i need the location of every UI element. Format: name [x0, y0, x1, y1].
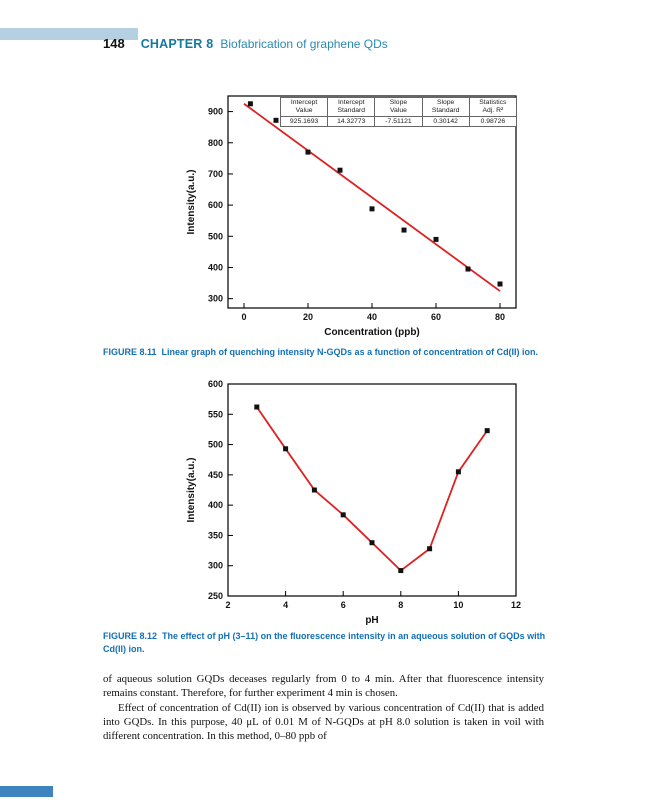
svg-text:400: 400 — [207, 500, 223, 511]
body-paragraph-2: Effect of concentration of Cd(II) ion is observed by various concentration of Cd(II) that is added into GQDs. In this purpose, 40 μL of 0.01 M of N-GQDs at pH 8.0 solution is taken in voil with different concentration. In this method, 0–80 ppb of — [103, 701, 544, 743]
svg-text:60: 60 — [430, 312, 442, 322]
svg-text:500: 500 — [207, 231, 223, 242]
caption-text: Linear graph of quenching intensity N-GQDs as a function of concentration of Cd(II) ion. — [161, 347, 539, 357]
svg-text:4: 4 — [283, 600, 289, 610]
svg-text:20: 20 — [302, 312, 314, 322]
svg-text:250: 250 — [207, 591, 223, 601]
svg-text:300: 300 — [207, 293, 223, 304]
svg-text:600: 600 — [207, 379, 223, 389]
figure-8-12-chart — [183, 376, 528, 638]
figure-8-12-plot — [183, 376, 528, 638]
caption-label: FIGURE 8.12 — [103, 631, 158, 641]
svg-text:600: 600 — [207, 200, 223, 211]
bottom-accent-bar — [0, 786, 53, 797]
svg-text:Intensity(a.u.): Intensity(a.u.) — [186, 457, 197, 523]
svg-text:500: 500 — [207, 439, 223, 450]
page-number: 148 — [103, 36, 125, 51]
svg-text:Intensity(a.u.): Intensity(a.u.) — [186, 169, 197, 235]
caption-text: The effect of pH (3–11) on the fluorescence intensity in an aqueous solution of GQDs with Cd(II) ion. — [103, 631, 546, 654]
svg-text:12: 12 — [510, 600, 522, 610]
svg-text:10: 10 — [453, 600, 464, 610]
svg-text:350: 350 — [207, 530, 223, 541]
page-header — [103, 36, 388, 51]
svg-text:pH: pH — [365, 615, 379, 626]
regression-table: Intercept Value Intercept Standard Slope Value Slope Standard Statistics Adj. R² 925.1693 14.32773 -7.51121 0.30142 0.98726 — [280, 97, 517, 127]
body-text — [103, 672, 544, 744]
body-paragraph-1: of aqueous solution GQDs deceases regularly from 0 to 4 min. After that fluorescence intensity remains constant. Therefore, for further experiment 4 min is chosen. — [103, 673, 544, 700]
svg-text:0: 0 — [241, 312, 247, 322]
svg-text:Concentration (ppb): Concentration (ppb) — [324, 327, 420, 338]
figure-8-11-caption — [103, 346, 546, 359]
svg-text:900: 900 — [207, 106, 223, 117]
svg-text:40: 40 — [366, 312, 378, 322]
figure-8-12-caption — [103, 630, 546, 655]
svg-text:6: 6 — [340, 600, 346, 610]
svg-text:700: 700 — [207, 168, 223, 179]
svg-text:2: 2 — [225, 600, 231, 610]
chapter-label: CHAPTER 8 — [140, 37, 214, 51]
svg-text:450: 450 — [207, 469, 223, 480]
caption-label: FIGURE 8.11 — [103, 347, 157, 357]
svg-text:400: 400 — [207, 262, 223, 273]
figure-8-11-plot — [183, 88, 528, 350]
svg-text:550: 550 — [207, 409, 223, 420]
svg-text:80: 80 — [494, 312, 506, 322]
svg-text:300: 300 — [207, 560, 223, 571]
chapter-title: Biofabrication of graphene QDs — [220, 37, 388, 51]
svg-text:800: 800 — [207, 137, 223, 148]
svg-text:8: 8 — [398, 600, 404, 610]
